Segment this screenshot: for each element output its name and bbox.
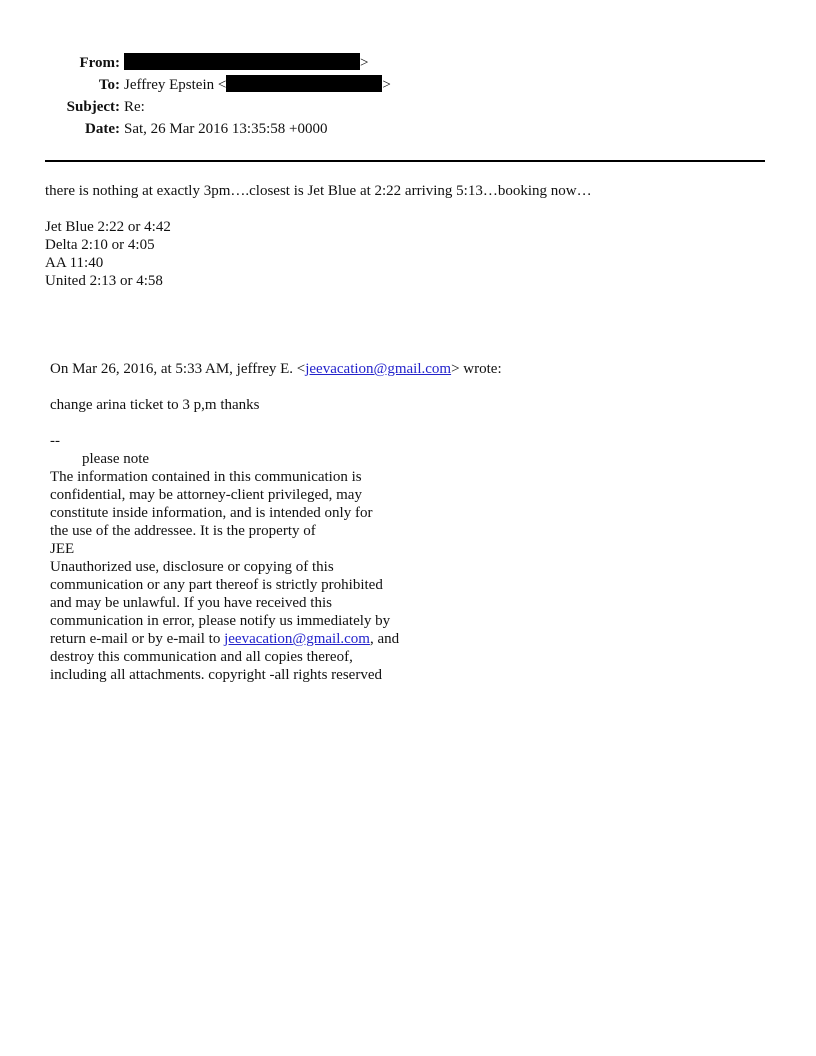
disclaimer-line: the use of the addressee. It is the property of <box>50 523 316 539</box>
message-body <box>45 182 785 200</box>
flight-option: Delta 2:10 or 4:05 <box>45 237 155 253</box>
flight-option: Jet Blue 2:22 or 4:42 <box>45 219 171 235</box>
disclaimer-line: and may be unlawful. If you have received this <box>50 595 332 611</box>
disclaimer-line: communication or any part thereof is strictly prohibited <box>50 577 383 593</box>
disclaimer-line: constitute inside information, and is intended only for <box>50 505 373 521</box>
disclaimer-line: confidential, may be attorney-client privileged, may <box>50 487 362 503</box>
email-link[interactable]: jeevacation@gmail.com <box>305 361 452 377</box>
redaction-bar <box>124 53 360 70</box>
header-divider <box>45 160 765 162</box>
disclaimer-line: destroy this communication and all copies thereof, <box>50 649 353 665</box>
to-name: Jeffrey Epstein < <box>124 77 227 93</box>
flight-option: United 2:13 or 4:58 <box>45 273 163 289</box>
quoted-message <box>50 360 790 684</box>
disclaimer-line: including all attachments. copyright -all rights reserved <box>50 667 382 683</box>
subject-label: Subject: <box>66 99 120 115</box>
subject-value: Re: <box>124 99 145 115</box>
to-row <box>0 74 816 96</box>
from-label: From: <box>79 55 120 71</box>
to-value <box>124 74 391 96</box>
signature-dashes: -- <box>50 433 60 449</box>
message-intro: there is nothing at exactly 3pm….closest is Jet Blue at 2:22 arriving 5:13…booking now… <box>45 183 592 199</box>
to-suffix: > <box>382 77 391 93</box>
date-value: Sat, 26 Mar 2016 13:35:58 +0000 <box>124 121 328 137</box>
date-label: Date: <box>85 121 120 137</box>
from-row <box>0 52 816 74</box>
attribution-prefix: On Mar 26, 2016, at 5:33 AM, jeffrey E. < <box>50 361 306 377</box>
flight-list <box>45 218 171 290</box>
disclaimer-return-line <box>50 630 790 648</box>
disclaimer-line: The information contained in this communication is <box>50 469 362 485</box>
quoted-request: change arina ticket to 3 p,m thanks <box>50 397 260 413</box>
date-row <box>0 118 816 140</box>
subject-row <box>0 96 816 118</box>
email-link[interactable]: jeevacation@gmail.com <box>224 631 370 647</box>
attribution-suffix: > wrote: <box>451 361 502 377</box>
from-value <box>124 52 368 74</box>
disclaimer-line: Unauthorized use, disclosure or copying of this <box>50 559 334 575</box>
flight-option: AA 11:40 <box>45 255 104 271</box>
email-header <box>0 52 816 140</box>
return-prefix: return e-mail or by e-mail to <box>50 631 225 647</box>
redaction-bar <box>226 75 382 92</box>
to-label: To: <box>98 77 120 93</box>
disclaimer-line: JEE <box>50 541 75 557</box>
please-note: please note <box>82 451 150 467</box>
quote-attribution <box>50 360 790 378</box>
from-suffix: > <box>360 55 369 71</box>
disclaimer-line: communication in error, please notify us immediately by <box>50 613 391 629</box>
return-suffix: , and <box>369 631 400 647</box>
